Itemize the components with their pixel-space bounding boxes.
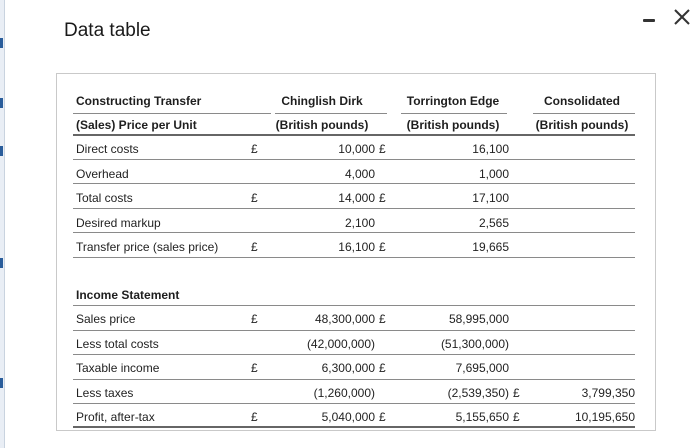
chinglish-dirk-value: 14,000 — [338, 191, 375, 205]
minimize-icon[interactable] — [640, 13, 658, 27]
torrington-edge-value: 5,155,650 — [455, 410, 509, 424]
chinglish-dirk-value: 10,000 — [338, 142, 375, 156]
row-rule — [73, 379, 635, 380]
row-label: Transfer price (sales price) — [76, 240, 219, 254]
row-rule — [73, 330, 635, 331]
header-label-line1: Constructing Transfer — [76, 94, 202, 108]
currency-symbol: £ — [379, 312, 386, 326]
edge-marker — [0, 146, 3, 156]
header-rule — [73, 113, 271, 114]
currency-symbol: £ — [379, 240, 386, 254]
row-label: Taxable income — [76, 361, 160, 375]
chinglish-dirk-value: 6,300,000 — [321, 361, 375, 375]
consolidated-value: 3,799,350 — [581, 385, 635, 400]
row-rule — [73, 354, 635, 355]
currency-symbol: £ — [513, 385, 520, 400]
chinglish-dirk-value: (1,260,000) — [313, 385, 375, 400]
torrington-edge-value: 58,995,000 — [448, 312, 509, 326]
torrington-edge-value: (2,539,350) — [447, 385, 509, 400]
row-label: Overhead — [76, 166, 129, 181]
torrington-edge-value: 2,565 — [478, 215, 509, 230]
torrington-edge-value: (51,300,000) — [440, 336, 509, 351]
row-label: Less total costs — [76, 336, 159, 351]
currency-symbol: £ — [513, 410, 520, 424]
row-label: Profit, after-tax — [76, 410, 155, 424]
edge-marker — [0, 38, 3, 48]
row-label: Sales price — [76, 312, 136, 326]
torrington-edge-value: 16,100 — [472, 142, 509, 156]
torrington-edge-value: 19,665 — [472, 240, 509, 254]
data-table-panel — [56, 73, 656, 431]
chinglish-dirk-value: 4,000 — [344, 166, 375, 181]
left-edge-strip — [0, 0, 5, 448]
currency-symbol: £ — [251, 312, 258, 326]
row-label: Direct costs — [76, 142, 139, 156]
torrington-edge-value: 17,100 — [472, 191, 509, 205]
chinglish-dirk-value: 2,100 — [344, 215, 375, 230]
header-col3-line2: (British pounds) — [535, 118, 629, 132]
edge-marker — [0, 98, 3, 108]
row-rule — [73, 403, 635, 404]
row-label: Total costs — [76, 191, 133, 205]
header-bottom-rule — [73, 134, 635, 136]
header-rule — [533, 113, 635, 114]
currency-symbol: £ — [251, 240, 258, 254]
currency-symbol: £ — [251, 191, 258, 205]
row-rule — [73, 257, 635, 258]
income-statement-heading: Income Statement — [76, 288, 180, 302]
currency-symbol: £ — [251, 361, 258, 375]
row-label: Less taxes — [76, 385, 134, 400]
currency-symbol: £ — [379, 191, 386, 205]
row-rule — [73, 208, 635, 209]
row-rule — [73, 305, 635, 306]
consolidated-value: 10,195,650 — [574, 410, 635, 424]
close-x-glyph — [671, 6, 693, 28]
torrington-edge-value: 1,000 — [478, 166, 509, 181]
torrington-edge-value: 7,695,000 — [455, 361, 509, 375]
header-col2-line1: Torrington Edge — [406, 94, 500, 108]
edge-marker — [0, 378, 3, 388]
currency-symbol: £ — [251, 410, 258, 424]
row-rule — [73, 183, 635, 184]
header-col1-line2: (British pounds) — [275, 118, 369, 132]
header-col3-line1: Consolidated — [543, 94, 620, 108]
header-rule — [275, 113, 387, 114]
edge-marker — [0, 258, 3, 268]
row-rule — [73, 159, 635, 160]
currency-symbol: £ — [379, 361, 386, 375]
currency-symbol: £ — [251, 142, 258, 156]
table-bottom-rule — [73, 426, 635, 428]
header-label-line2: (Sales) Price per Unit — [76, 118, 197, 132]
chinglish-dirk-value: (42,000,000) — [306, 336, 375, 351]
chinglish-dirk-value: 5,040,000 — [321, 410, 375, 424]
close-icon[interactable] — [671, 6, 693, 28]
currency-symbol: £ — [379, 142, 386, 156]
header-col2-line2: (British pounds) — [406, 118, 500, 132]
header-col1-line1: Chinglish Dirk — [281, 94, 363, 108]
dialog-title: Data table — [64, 20, 151, 41]
header-rule — [401, 113, 507, 114]
currency-symbol: £ — [379, 410, 386, 424]
chinglish-dirk-value: 48,300,000 — [314, 312, 375, 326]
row-rule — [73, 232, 635, 233]
chinglish-dirk-value: 16,100 — [338, 240, 375, 254]
row-label: Desired markup — [76, 215, 161, 230]
